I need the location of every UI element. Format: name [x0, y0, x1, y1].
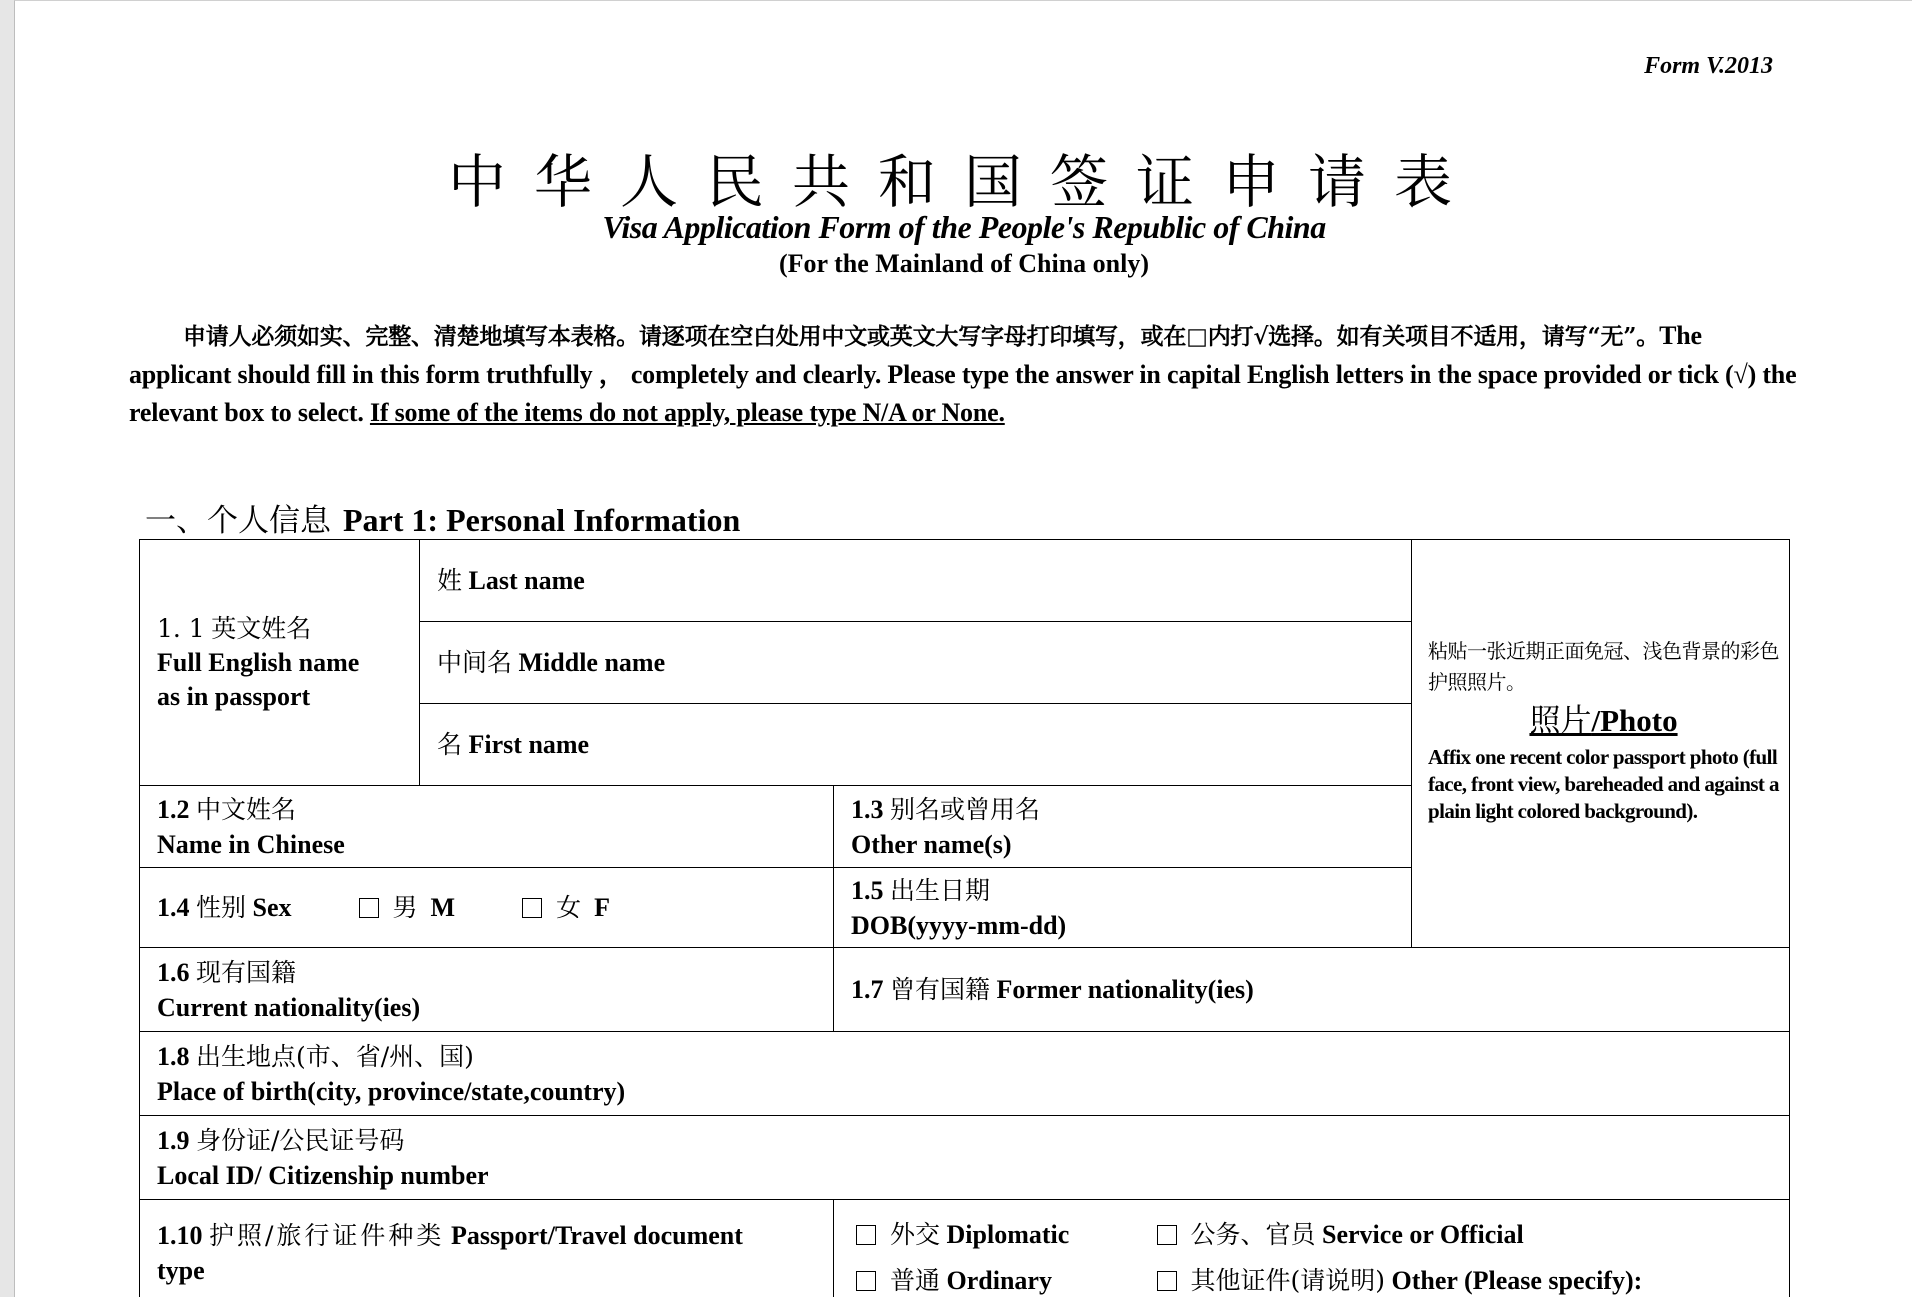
dob-field[interactable]: 1.5 出生日期 DOB(yyyy-mm-dd) [834, 868, 1412, 948]
male-checkbox[interactable] [359, 898, 379, 918]
middle-name-field[interactable]: 中间名 Middle name [420, 622, 1412, 704]
instructions-paragraph [129, 317, 1809, 432]
photo-box[interactable] [1412, 540, 1790, 948]
name-in-chinese-field[interactable]: 1.2 中文姓名 Name in Chinese [140, 786, 834, 868]
instructions-na-note: If some of the items do not apply, please type N/A or None. [370, 398, 1005, 427]
instructions-english: The applicant should fill in this form truthfully ， completely and clearly. Please type the answer in capital English letters in the space provided or tick (√) the relevant box to select. [129, 321, 1796, 427]
visa-form-page [14, 0, 1912, 1297]
former-nationality-field[interactable]: 1.7 曾有国籍 Former nationality(ies) [834, 948, 1790, 1032]
part1-heading-cn: 一、个人信息 [145, 503, 331, 539]
passport-service-option[interactable]: 公务、官员 Service or Official [1157, 1220, 1524, 1249]
photo-title: 照片/Photo [1428, 702, 1779, 740]
part1-heading [145, 495, 740, 540]
diplomatic-checkbox[interactable] [856, 1225, 876, 1245]
passport-other-option[interactable]: 其他证件(请说明) Other (Please specify): [1157, 1266, 1643, 1295]
passport-type-label: 1.10 护照/旅行证件种类 Passport/Travel document type [140, 1200, 834, 1297]
place-of-birth-field[interactable]: 1.8 出生地点(市、省/州、国) Place of birth(city, province/state,country) [140, 1032, 1790, 1116]
female-checkbox[interactable] [522, 898, 542, 918]
form-version: Form V.2013 [1644, 53, 1773, 80]
part1-heading-en: Part 1: Personal Information [343, 502, 740, 538]
ordinary-checkbox[interactable] [856, 1271, 876, 1291]
full-english-name-label: 1. 1 英文姓名 Full English name as in passport [140, 540, 420, 786]
form-subtitle: (For the Mainland of China only) [15, 249, 1912, 279]
passport-ordinary-option[interactable]: 普通 Ordinary [856, 1258, 1150, 1297]
local-id-field[interactable]: 1.9 身份证/公民证号码 Local ID/ Citizenship number [140, 1116, 1790, 1200]
first-name-field[interactable]: 名 First name [420, 704, 1412, 786]
photo-cn-note: 粘贴一张近期正面免冠、浅色背景的彩色护照照片。 [1428, 636, 1779, 698]
form-title-chinese: 中华人民共和国签证申请表 [15, 135, 1912, 219]
sex-female-option[interactable]: 女 F [522, 893, 610, 922]
instructions-chinese: 申请人必须如实、完整、清楚地填写本表格。请逐项在空白处用中文或英文大写字母打印填写，或在□内打√选择。如有关项目不适用，请写“无”。 [183, 323, 1659, 350]
other-names-field[interactable]: 1.3 别名或曾用名 Other name(s) [834, 786, 1412, 868]
other-checkbox[interactable] [1157, 1271, 1177, 1291]
form-title-english: Visa Application Form of the People's Republic of China [15, 209, 1912, 246]
passport-type-options [834, 1200, 1790, 1297]
photo-en-note: Affix one recent color passport photo (full face, front view, bareheaded and against a plain light colored background). [1428, 744, 1779, 825]
sex-field: 1.4 性别 Sex 男 M 女 F [140, 868, 834, 948]
personal-info-table [139, 539, 1790, 1297]
current-nationality-field[interactable]: 1.6 现有国籍 Current nationality(ies) [140, 948, 834, 1032]
passport-diplomatic-option[interactable]: 外交 Diplomatic [856, 1212, 1150, 1258]
service-checkbox[interactable] [1157, 1225, 1177, 1245]
last-name-field[interactable]: 姓 Last name [420, 540, 1412, 622]
sex-male-option[interactable]: 男 M [359, 893, 456, 922]
